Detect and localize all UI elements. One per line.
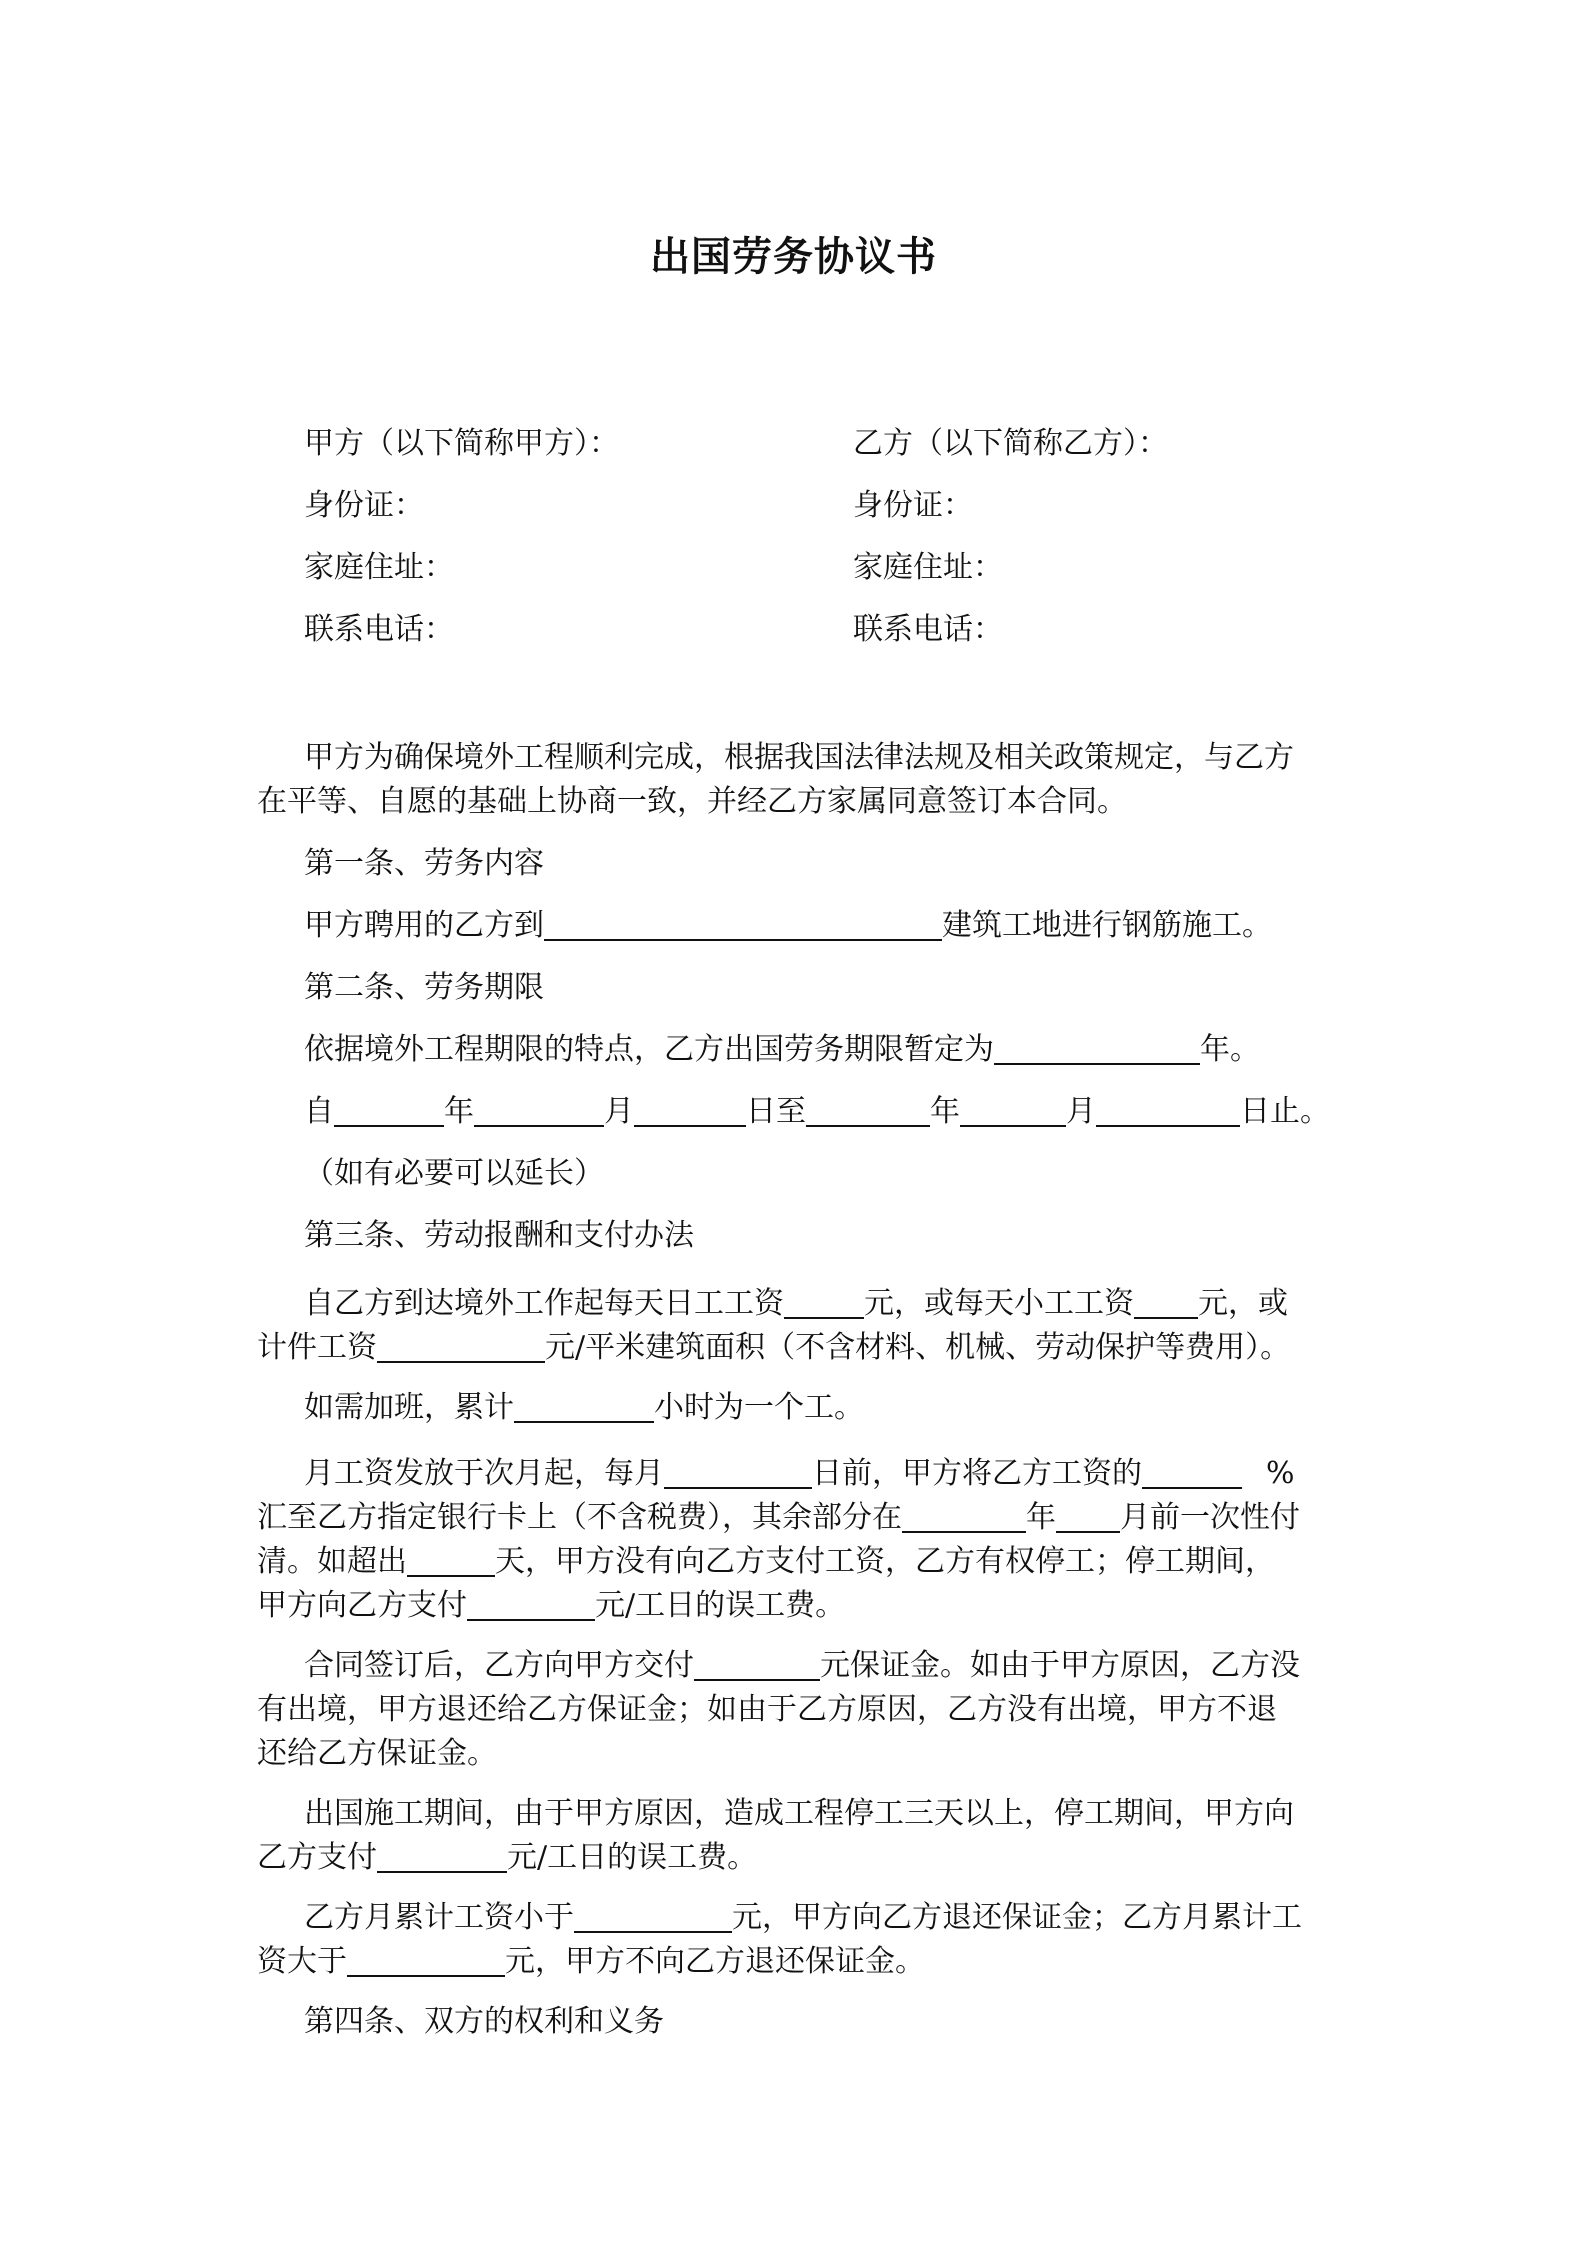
party-a-name-label: 甲方（以下简称甲方）： <box>304 426 619 461</box>
wage-text-1: 自乙方到达境外工作起每天日工工资 <box>304 1286 784 1321</box>
stoppage-text-2: 元/工日的误工费。 <box>507 1840 758 1875</box>
term-text-after: 年。 <box>1200 1032 1260 1067</box>
end-month-blank[interactable] <box>960 1091 1066 1127</box>
wage-text-4: 计件工资 <box>257 1330 377 1365</box>
period-year-2: 年 <box>930 1094 960 1129</box>
wage-line-1 <box>304 1282 1288 1326</box>
payment-line-1 <box>304 1452 1295 1496</box>
intro-line-1: 甲方为确保境外工程顺利完成，根据我国法律法规及相关政策规定，与乙方 <box>304 740 1294 775</box>
idle-fee-blank[interactable] <box>467 1585 595 1621</box>
refund-text-3: 资大于 <box>257 1944 347 1979</box>
party-a-phone-label: 联系电话： <box>304 612 454 647</box>
wage-text-3: 元，或 <box>1198 1286 1288 1321</box>
period-day-to: 日至 <box>746 1094 806 1129</box>
wage-text-5: 元/平米建筑面积（不含材料、机械、劳动保护等费用）。 <box>545 1330 1291 1365</box>
payment-text-10: 元/工日的误工费。 <box>595 1588 846 1623</box>
article-2-note: （如有必要可以延长） <box>304 1156 604 1191</box>
article-2-heading: 第二条、劳务期限 <box>304 970 544 1005</box>
payment-line-4 <box>257 1584 845 1628</box>
refund-text-1: 乙方月累计工资小于 <box>304 1900 574 1935</box>
end-day-blank[interactable] <box>1096 1091 1240 1127</box>
wage-line-2 <box>257 1326 1290 1370</box>
payment-line-3 <box>257 1540 1275 1584</box>
refund-line-2 <box>257 1940 925 1984</box>
article-2-term <box>304 1028 1260 1072</box>
article-1-text-before: 甲方聘用的乙方到 <box>304 908 544 943</box>
min-wage-blank[interactable] <box>574 1897 732 1933</box>
deposit-line-1 <box>304 1644 1300 1688</box>
article-1-heading: 第一条、劳务内容 <box>304 846 544 881</box>
final-pay-year-blank[interactable] <box>902 1497 1026 1533</box>
pay-day-blank[interactable] <box>664 1453 812 1489</box>
period-day-end: 日止。 <box>1240 1094 1330 1129</box>
term-years-blank[interactable] <box>994 1029 1200 1065</box>
stoppage-line-1: 出国施工期间，由于甲方原因，造成工程停工三天以上，停工期间，甲方向 <box>304 1796 1294 1831</box>
article-3-heading: 第三条、劳动报酬和支付办法 <box>304 1218 694 1253</box>
payment-text-2: 日前，甲方将乙方工资的 <box>812 1456 1142 1491</box>
payment-percent-sign: % <box>1266 1456 1295 1491</box>
refund-text-2: 元，甲方向乙方退还保证金；乙方月累计工 <box>732 1900 1302 1935</box>
term-text-before: 依据境外工程期限的特点，乙方出国劳务期限暂定为 <box>304 1032 994 1067</box>
article-1-content <box>304 904 1272 948</box>
payment-text-1: 月工资发放于次月起，每月 <box>304 1456 664 1491</box>
refund-line-1 <box>304 1896 1302 1940</box>
party-a-address-label: 家庭住址： <box>304 550 454 585</box>
payment-text-5: 年 <box>1026 1500 1056 1535</box>
party-a-id-label: 身份证： <box>304 488 424 523</box>
article-1-text-after: 建筑工地进行钢筋施工。 <box>942 908 1272 943</box>
overtime-hours-blank[interactable] <box>514 1387 654 1423</box>
deposit-text-2: 元保证金。如由于甲方原因，乙方没 <box>820 1648 1300 1683</box>
helper-wage-blank[interactable] <box>1134 1283 1198 1319</box>
deposit-amount-blank[interactable] <box>694 1645 820 1681</box>
start-month-blank[interactable] <box>474 1091 604 1127</box>
party-b-phone-label: 联系电话： <box>853 612 1003 647</box>
deposit-text-1: 合同签订后，乙方向甲方交付 <box>304 1648 694 1683</box>
payment-text-6: 月前一次性付 <box>1120 1500 1300 1535</box>
start-day-blank[interactable] <box>634 1091 746 1127</box>
refund-text-4: 元，甲方不向乙方退还保证金。 <box>505 1944 925 1979</box>
worksite-blank[interactable] <box>544 905 942 941</box>
piece-rate-blank[interactable] <box>377 1327 545 1363</box>
period-year-1: 年 <box>444 1094 474 1129</box>
overtime-line <box>304 1386 864 1430</box>
period-month-2: 月 <box>1066 1094 1096 1129</box>
stoppage-text-1: 乙方支付 <box>257 1840 377 1875</box>
payment-line-2 <box>257 1496 1300 1540</box>
daily-wage-blank[interactable] <box>784 1283 864 1319</box>
max-wage-blank[interactable] <box>347 1941 505 1977</box>
document-title: 出国劳务协议书 <box>650 233 937 280</box>
intro-line-2: 在平等、自愿的基础上协商一致，并经乙方家属同意签订本合同。 <box>257 784 1127 819</box>
party-b-id-label: 身份证： <box>853 488 973 523</box>
deposit-line-3: 还给乙方保证金。 <box>257 1736 497 1771</box>
overdue-days-blank[interactable] <box>407 1541 495 1577</box>
party-b-name-label: 乙方（以下简称乙方）： <box>853 426 1168 461</box>
wage-text-2: 元，或每天小工工资 <box>864 1286 1134 1321</box>
payment-text-4: 汇至乙方指定银行卡上（不含税费），其余部分在 <box>257 1500 902 1535</box>
stoppage-line-2 <box>257 1836 757 1880</box>
start-year-blank[interactable] <box>334 1091 444 1127</box>
stoppage-fee-blank[interactable] <box>377 1837 507 1873</box>
period-from: 自 <box>304 1094 334 1129</box>
overtime-text-2: 小时为一个工。 <box>654 1390 864 1425</box>
payment-text-9: 甲方向乙方支付 <box>257 1588 467 1623</box>
article-4-heading: 第四条、双方的权利和义务 <box>304 2004 664 2039</box>
end-year-blank[interactable] <box>806 1091 930 1127</box>
deposit-line-2: 有出境，甲方退还给乙方保证金；如由于乙方原因，乙方没有出境，甲方不退 <box>257 1692 1277 1727</box>
remit-percent-blank[interactable] <box>1142 1453 1242 1489</box>
article-2-period <box>304 1090 1330 1134</box>
overtime-text-1: 如需加班，累计 <box>304 1390 514 1425</box>
period-month-1: 月 <box>604 1094 634 1129</box>
payment-text-8: 天，甲方没有向乙方支付工资，乙方有权停工；停工期间， <box>495 1544 1275 1579</box>
final-pay-month-blank[interactable] <box>1056 1497 1120 1533</box>
payment-text-7: 清。如超出 <box>257 1544 407 1579</box>
party-b-address-label: 家庭住址： <box>853 550 1003 585</box>
